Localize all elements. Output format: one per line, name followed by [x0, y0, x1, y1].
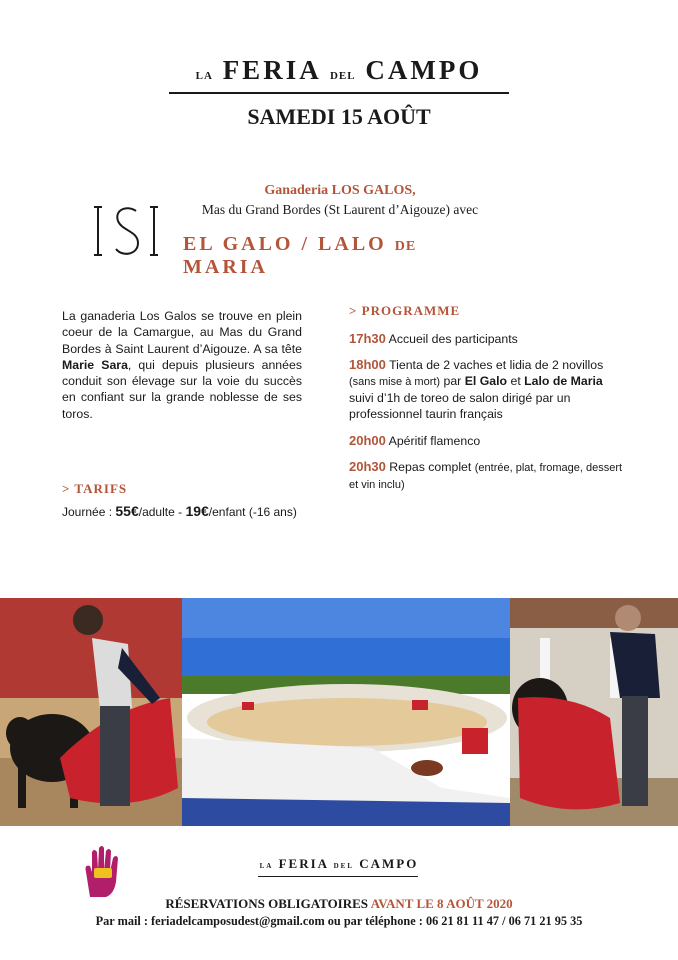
programme-item-2: 18h00 Tienta de 2 vaches et lidia de 2 novillos (sans mise à mort) par El Galo et Lalo de Maria suivi d’1h de toreo de salon dirigé par un professionnel taurin français: [349, 357, 604, 421]
title-divider: [169, 92, 509, 94]
photo-torero-cape: [510, 598, 678, 826]
hand-logo-icon: [72, 842, 132, 902]
isi-logo-icon: [92, 201, 162, 261]
ganaderia-description: La ganaderia Los Galos se trouve en plein coeur de la Camargue, au Mas du Grand Bordes à Saint Laurent d’Aigouze. A sa tête Marie Sara, qui depuis plusieurs années conduit son élevage sur la voie du succès en confiant sur la grande noblesse de ses toros.: [62, 309, 302, 421]
footer-divider: [258, 876, 418, 877]
event-date: SAMEDI 15 AOÛT: [247, 104, 431, 129]
ganaderia-location: Mas du Grand Bordes (St Laurent d’Aigouze) avec: [201, 202, 479, 217]
programme-item-4: 20h30 Repas complet (entrée, plat, fromage, dessert et vin inclu): [349, 459, 623, 491]
photo-torero-bull: [0, 598, 182, 826]
tarifs-heading: > TARIFS: [62, 481, 128, 496]
reservation-notice: RÉSERVATIONS OBLIGATOIRES AVANT LE 8 AOÛT 2020: [165, 896, 513, 911]
programme-heading: > PROGRAMME: [349, 303, 461, 318]
ganaderia-name: Ganaderia LOS GALOS,: [264, 183, 416, 198]
photo-arena: [182, 598, 510, 826]
tarifs-prices: Journée : 55€/adulte - 19€/enfant (-16 ans): [62, 503, 297, 519]
programme-item-3: 20h00 Apéritif flamenco: [349, 433, 481, 448]
contact-info: Par mail : feriadelcamposudest@gmail.com ou par téléphone : 06 21 81 11 47 / 06 71 21 95 35: [95, 914, 583, 928]
programme-item-1: 17h30 Accueil des participants: [349, 331, 518, 346]
matadors: EL GALO / LALO DE MARIA: [183, 233, 417, 278]
page-title: LA FERIA DEL CAMPO: [195, 55, 483, 85]
footer-title: LA FERIA DEL CAMPO: [259, 856, 419, 871]
